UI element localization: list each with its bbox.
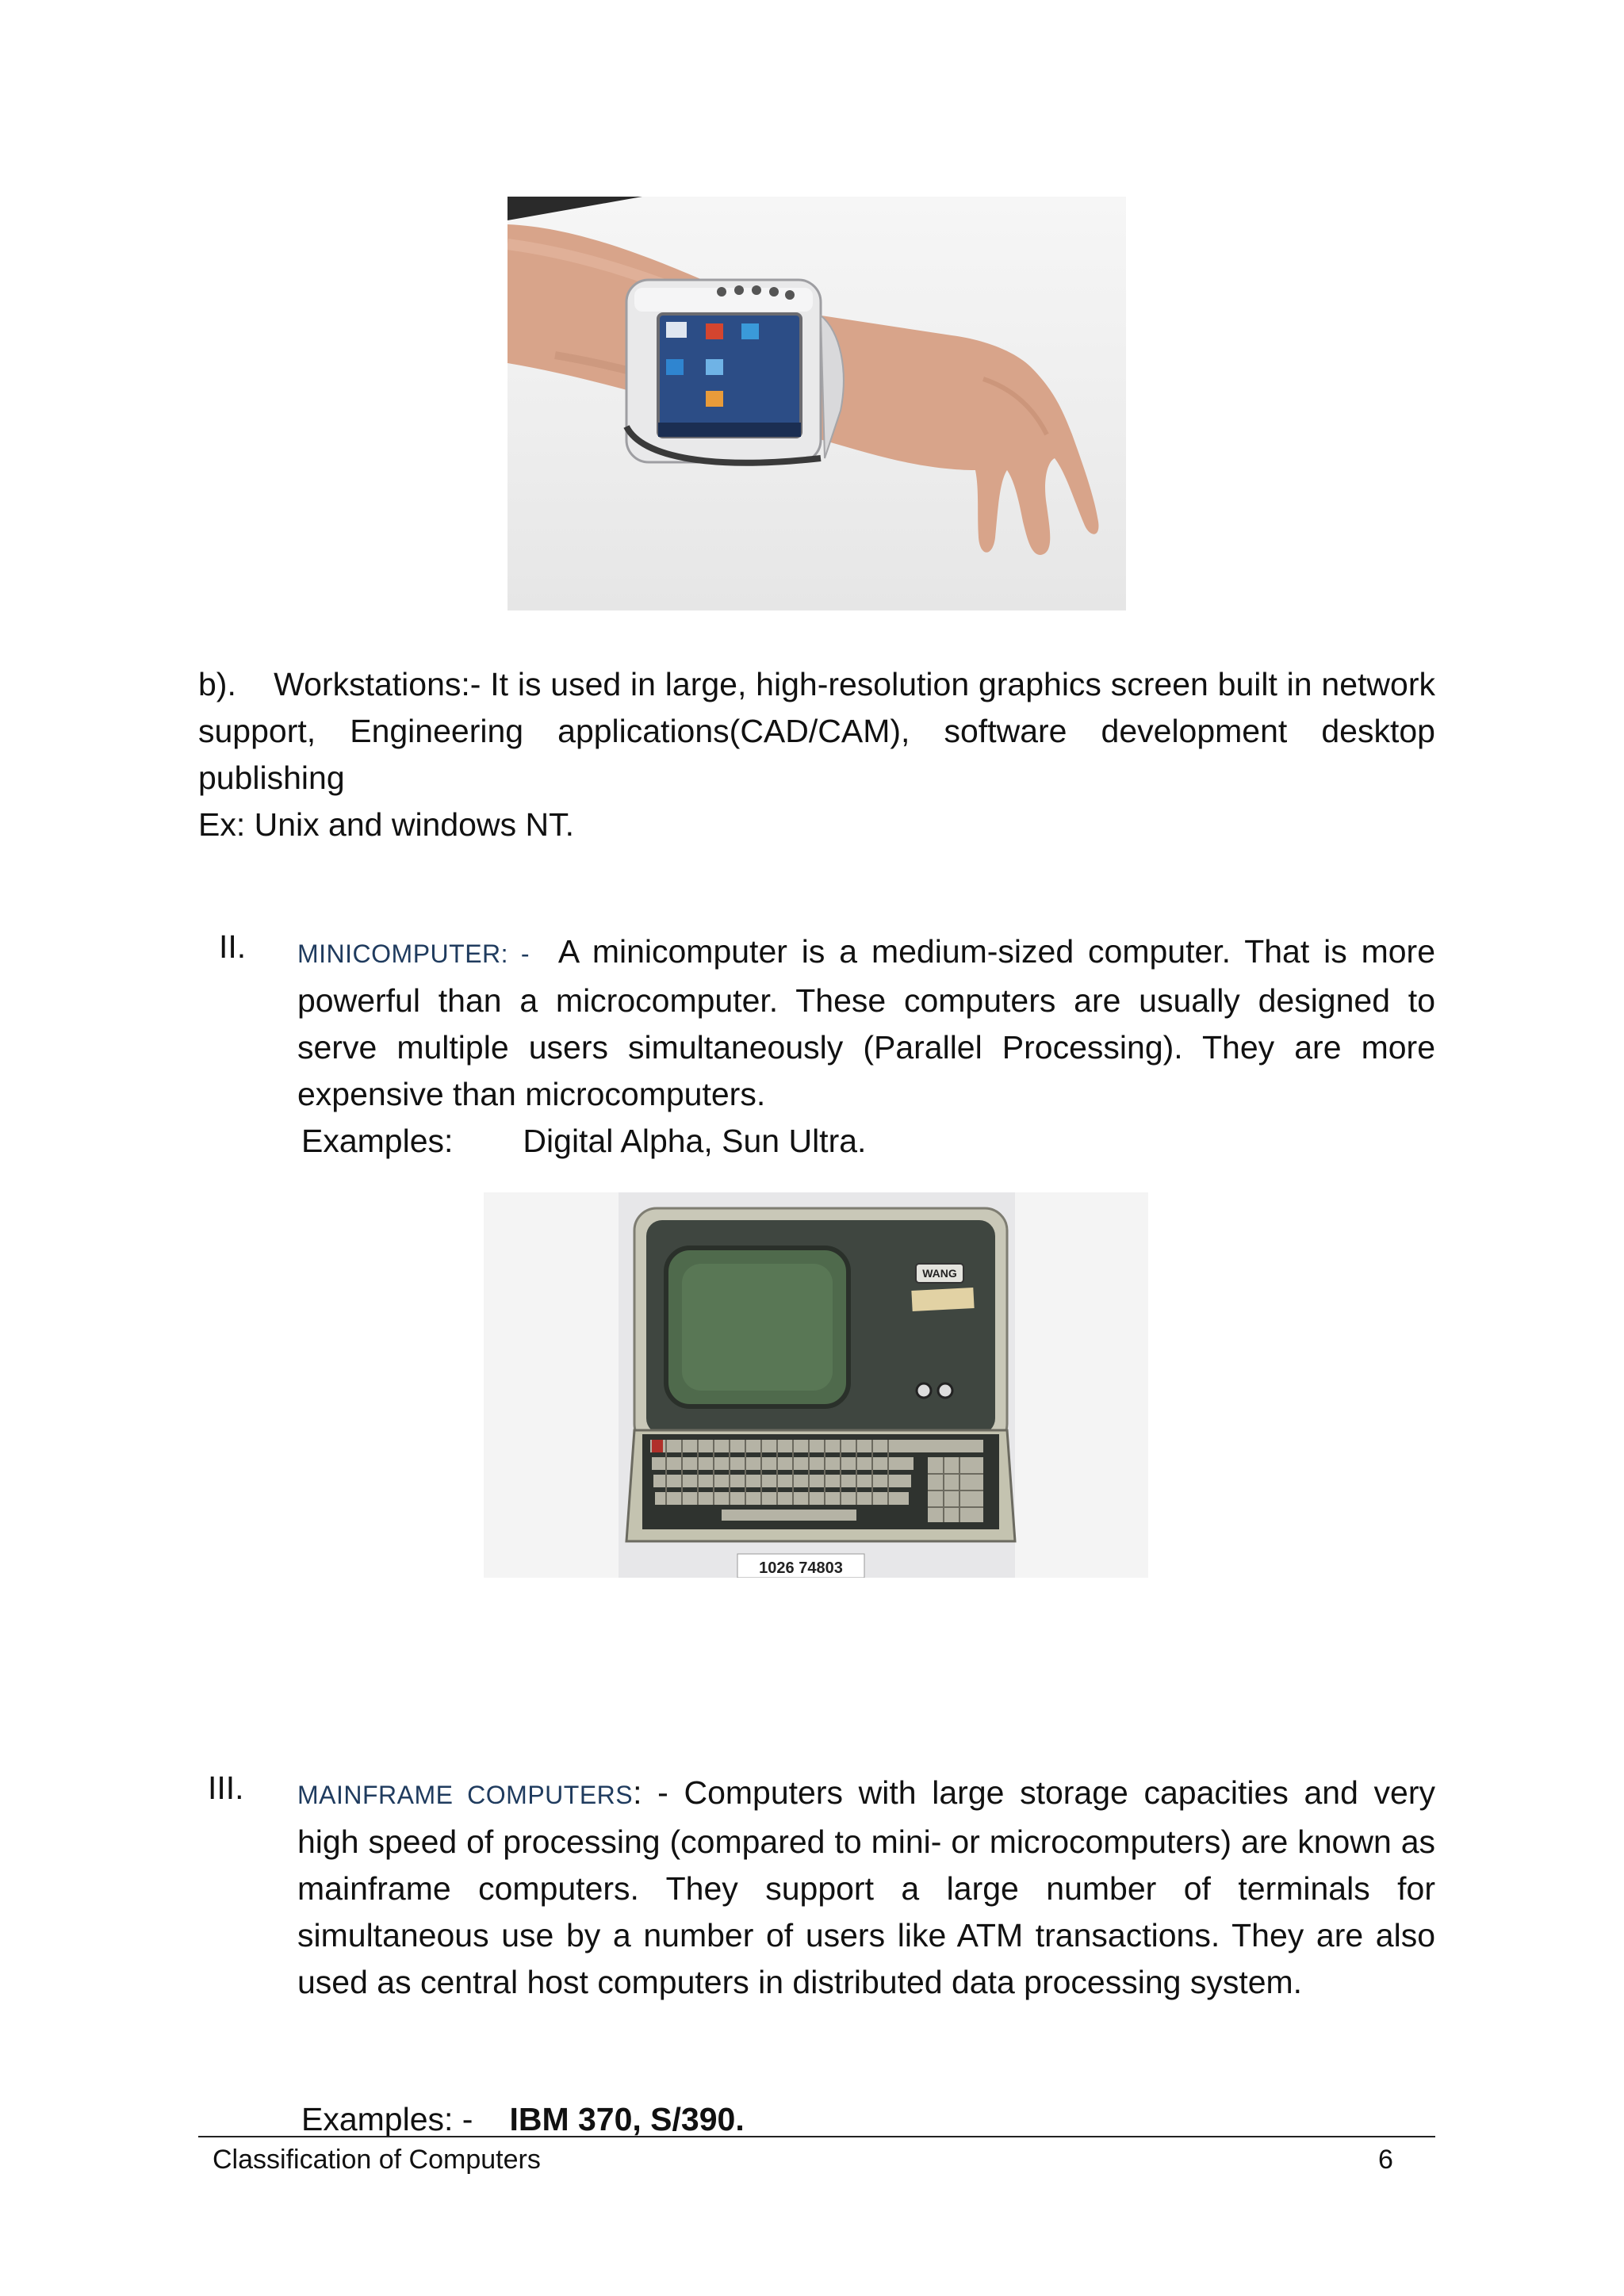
mainframe-numeral: III.: [208, 1770, 244, 1806]
minicomputer-body: A minicomputer is a medium-sized computer. That is more powerful than a microcomputer. These computers are usually designed to serve multiple users simultaneously (Parallel Processing). They are more expensive than microcomputers.: [297, 933, 1436, 1112]
minicomputer-heading: MINICOMPUTER: -: [297, 939, 530, 968]
wang-badge-text: WANG: [922, 1267, 957, 1280]
minicomputer-examples-label: Examples:: [301, 1123, 454, 1159]
wang-terminal-illustration: [484, 1192, 1148, 1578]
minicomputer-paragraph: [297, 928, 1435, 1118]
minicomputer-examples-value: Digital Alpha, Sun Ultra.: [523, 1123, 867, 1159]
page-number: 6: [1378, 2145, 1393, 2175]
workstations-example: Ex: Unix and windows NT.: [198, 806, 574, 843]
mainframe-examples-label: Examples: -: [301, 2101, 473, 2137]
wang-terminal-photo: [484, 1192, 1148, 1578]
mainframe-heading: MAINFRAME COMPUTERS: [297, 1781, 634, 1809]
workstations-paragraph: b). Workstations:- It is used in large, high-resolution graphics screen built in network support, Engineering applications(CAD/CAM), software development desktop publishing: [198, 666, 1435, 796]
mainframe-examples-value: IBM 370, S/390.: [509, 2101, 745, 2137]
footer-title: Classification of Computers: [213, 2145, 541, 2175]
wrist-computer-illustration: [508, 197, 1126, 610]
mainframe-paragraph: [297, 1770, 1435, 2006]
terminal-tag-text: 1026 74803: [759, 1559, 843, 1577]
wrist-computer-photo: [508, 197, 1126, 610]
footer-divider: [198, 2136, 1435, 2137]
minicomputer-examples: [301, 1118, 866, 1165]
minicomputer-numeral: II.: [219, 928, 247, 965]
mainframe-body: : - Computers with large storage capacities and very high speed of processing (compared to mini- or microcomputers) are known as mainframe computers. They support a large number of terminals for simultaneous use by a number of users like ATM transactions. They are also used as central host computers in distributed data processing system.: [297, 1774, 1436, 2000]
